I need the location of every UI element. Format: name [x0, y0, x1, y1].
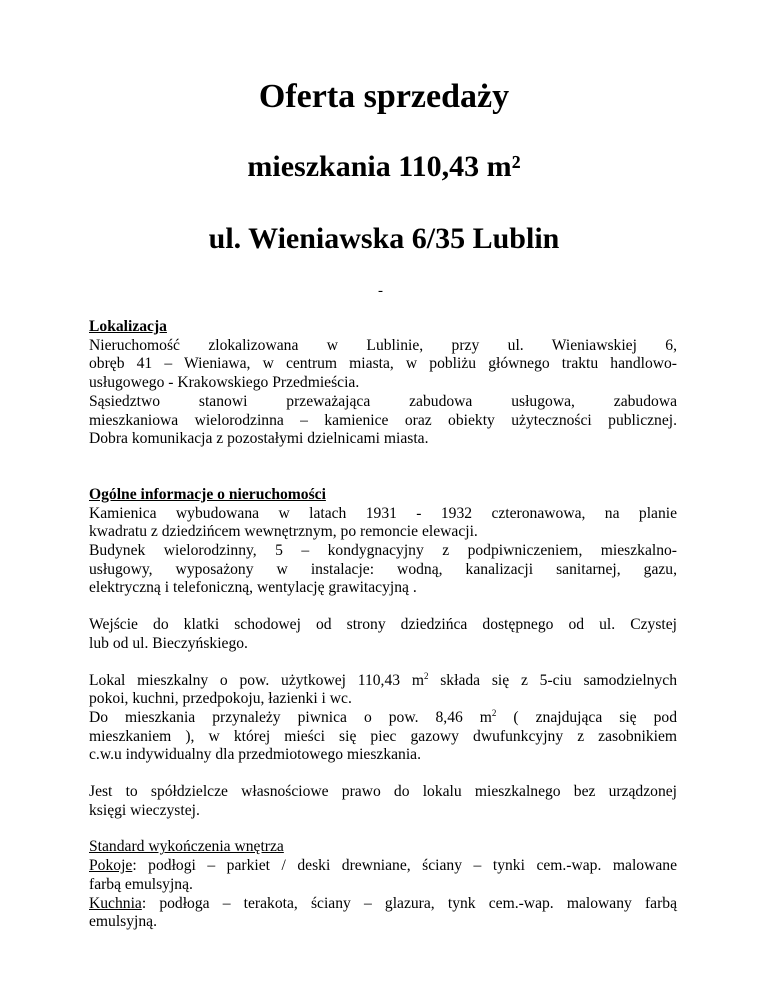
- text-line: elektryczną i telefoniczną, wentylację grawitacyjną .: [89, 579, 417, 597]
- document-address: ul. Wieniawska 6/35 Lublin: [208, 222, 560, 255]
- document-subtitle: mieszkania 110,43 m²: [247, 150, 521, 183]
- text-line: Kuchnia: podłoga – terakota, ściany – glazura, tynk cem.-wap. malowany farbą: [89, 894, 677, 912]
- section-heading-lokalizacja: Lokalizacja: [89, 318, 167, 335]
- text-line: lub od ul. Bieczyńskiego.: [89, 634, 248, 652]
- text-line: Lokal mieszkalny o pow. użytkowej 110,43 $m^2$ składa się z 5-ciu samodzielnych: [89, 670, 677, 689]
- text-line: Wejście do klatki schodowej od strony dziedzińca dostępnego od ul. Czystej: [89, 616, 677, 634]
- text-line: usługowego - Krakowskiego Przedmieścia.: [89, 374, 360, 392]
- text-line: Do mieszkania przynależy piwnica o pow. 8,46 $m^2$ ( znajdująca się pod: [89, 707, 677, 726]
- label-kuchnia: Kuchnia: [89, 894, 142, 912]
- label-pokoje: Pokoje: [89, 857, 133, 875]
- text-line: mieszkaniowa wielorodzinna – kamienice oraz obiekty użyteczności publicznej.: [89, 411, 677, 429]
- section-heading-ogolne: Ogólne informacje o nieruchomości: [89, 485, 326, 503]
- section-heading-standard: Standard wykończenia wnętrza: [89, 838, 284, 856]
- text-line: farbą emulsyjną.: [89, 875, 193, 893]
- text-line: usługowy, wyposażony w instalacje: wodną, kanalizacji sanitarnej, gazu,: [89, 560, 677, 578]
- text-line: księgi wieczystej.: [89, 801, 200, 819]
- text-line: Pokoje: podłogi – parkiet / deski drewniane, ściany – tynki cem.-wap. malowane: [89, 857, 677, 875]
- text-line: Budynek wielorodzinny, 5 – kondygnacyjny z podpiwniczeniem, mieszkalno-: [89, 542, 677, 560]
- document-body: [89, 318, 677, 932]
- text-line: pokoi, kuchni, przedpokoju, łazienki i wc.: [89, 690, 352, 708]
- document-title: Oferta sprzedaży: [258, 78, 510, 115]
- superscript: 2: [423, 670, 429, 681]
- text-line: Dobra komunikacja z pozostałymi dzielnicami miasta.: [89, 430, 429, 448]
- text-line: Nieruchomość zlokalizowana w Lublinie, przy ul. Wieniawskiej 6,: [89, 336, 677, 354]
- separator-dash: -: [378, 283, 383, 299]
- text-line: c.w.u indywidualny dla przedmiotowego mieszkania.: [89, 746, 421, 764]
- text-line: obręb 41 – Wieniawa, w centrum miasta, w pobliżu głównego traktu handlowo-: [89, 355, 677, 373]
- text-line: kwadratu z dziedzińcem wewnętrznym, po remoncie elewacji.: [89, 523, 478, 541]
- text-line: mieszkaniem ), w której mieści się piec gazowy dwufunkcyjny z zasobnikiem: [89, 727, 677, 745]
- text-line: emulsyjną.: [89, 913, 157, 931]
- text-line: Jest to spółdzielcze własnościowe prawo do lokalu mieszkalnego bez urządzonej: [89, 783, 677, 801]
- text-line: Sąsiedztwo stanowi przeważająca zabudowa usługowa, zabudowa: [89, 392, 677, 410]
- text-line: Kamienica wybudowana w latach 1931 - 1932 czteronawowa, na planie: [89, 504, 677, 522]
- superscript: 2: [491, 707, 497, 718]
